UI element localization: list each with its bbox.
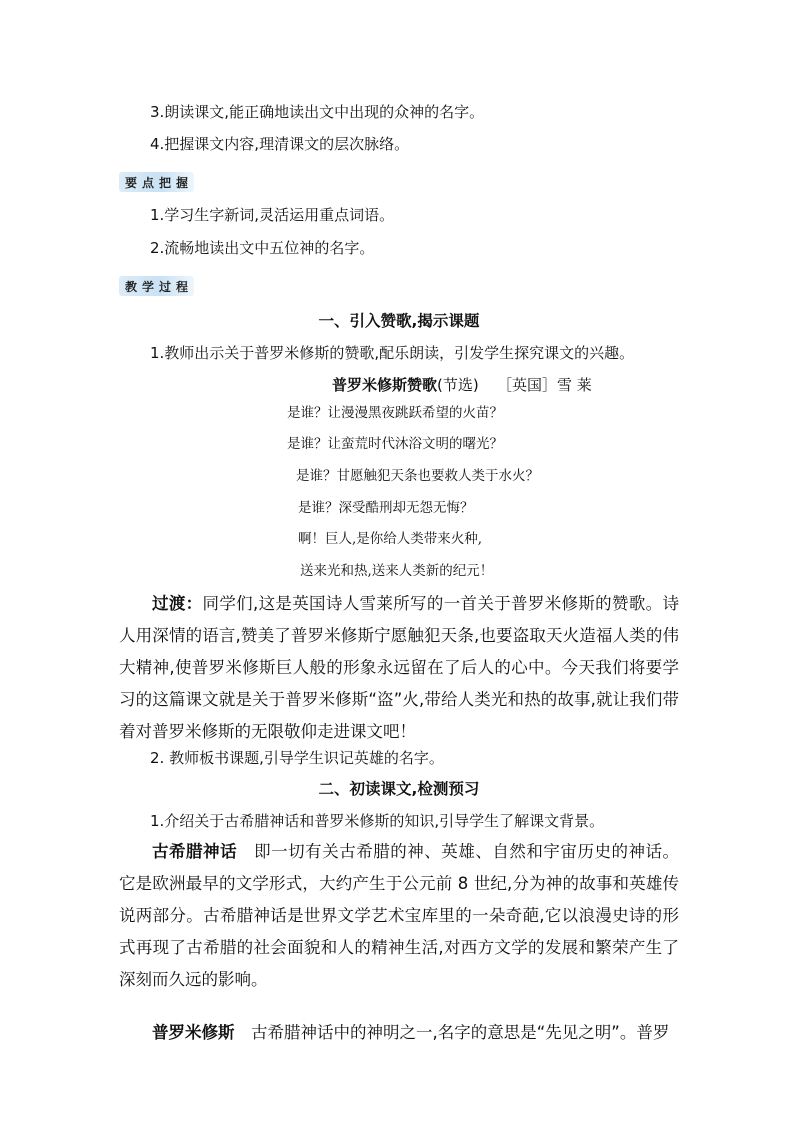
section-1-step-2: 2. 教师板书课题,引导学生识记英雄的名字。: [150, 749, 444, 767]
prometheus-paragraph: [119, 1017, 679, 1049]
prometheus-text: 古希腊神话中的神明之一,名字的意思是“先见之明”。普罗: [251, 1023, 670, 1042]
poem-author: ［英国］雪 莱: [497, 376, 592, 394]
greek-myth-label: 古希腊神话: [152, 842, 238, 861]
poem-line: 是谁？深受酷刑却无怨无悔？: [298, 500, 474, 516]
poem-line: 是谁？甘愿触犯天条也要救人类于水火？: [296, 468, 539, 484]
section-1-step-1: 1.教师出示关于普罗米修斯的赞歌,配乐朗读，引发学生探究课文的兴趣。: [150, 344, 635, 362]
teaching-process-tag: 教 学 过 程: [119, 276, 194, 296]
key-point-item-2: 2.流畅地读出文中五位神的名字。: [150, 239, 375, 257]
transition-paragraph: [119, 588, 679, 748]
prometheus-label: 普罗米修斯: [152, 1023, 235, 1042]
transition-label: 过渡：: [152, 594, 203, 613]
poem-line: 是谁？让蛮荒时代沐浴文明的曙光？: [287, 436, 503, 452]
section-1-heading: 一、引入赞歌,揭示课题: [318, 312, 480, 330]
key-points-tag: 要 点 把 握: [119, 172, 194, 192]
greek-myth-paragraph: [119, 836, 679, 996]
greek-myth-text: 即一切有关古希腊的神、英雄、自然和宇宙历史的神话。它是欧洲最早的文学形式，大约产生于公元前 8 世纪,分为神的故事和英雄传说两部分。古希腊神话是世界文学艺术宝库里的一朵奇葩,它以浪漫史诗的形式再现了古希腊的社会面貌和人的精神生活,对西方文学的发展和繁荣产生了深刻而久远的影响。: [119, 842, 680, 989]
transition-text: 同学们,这是英国诗人雪莱所写的一首关于普罗米修斯的赞歌。诗人用深情的语言,赞美了普罗米修斯宁愿触犯天条,也要盗取天火造福人类的伟大精神,使普罗米修斯巨人般的形象永远留在了后人的心中。今天我们将要学习的这篇课文就是关于普罗米修斯“盗”火,带给人类光和热的故事,就让我们带着对普罗米修斯的无限敬仰走进课文吧！: [119, 594, 680, 741]
objective-item-4: 4.把握课文内容,理清课文的层次脉络。: [150, 135, 410, 153]
poem-title: 普罗米修斯赞歌(节选): [332, 376, 479, 394]
poem-title-note: (节选): [437, 376, 479, 394]
section-2-heading: 二、初读课文,检测预习: [318, 780, 480, 798]
key-point-item-1: 1.学习生字新词,灵活运用重点词语。: [150, 206, 395, 224]
poem-line: 啊！巨人,是你给人类带来火种,: [298, 531, 483, 547]
poem-line: 是谁？让漫漫黑夜跳跃希望的火苗？: [287, 405, 503, 421]
section-2-step-1: 1.介绍关于古希腊神话和普罗米修斯的知识,引导学生了解课文背景。: [150, 812, 605, 830]
poem-line: 送来光和热,送来人类新的纪元！: [300, 563, 494, 579]
objective-item-3: 3.朗读课文,能正确地读出文中出现的众神的名字。: [150, 103, 485, 121]
